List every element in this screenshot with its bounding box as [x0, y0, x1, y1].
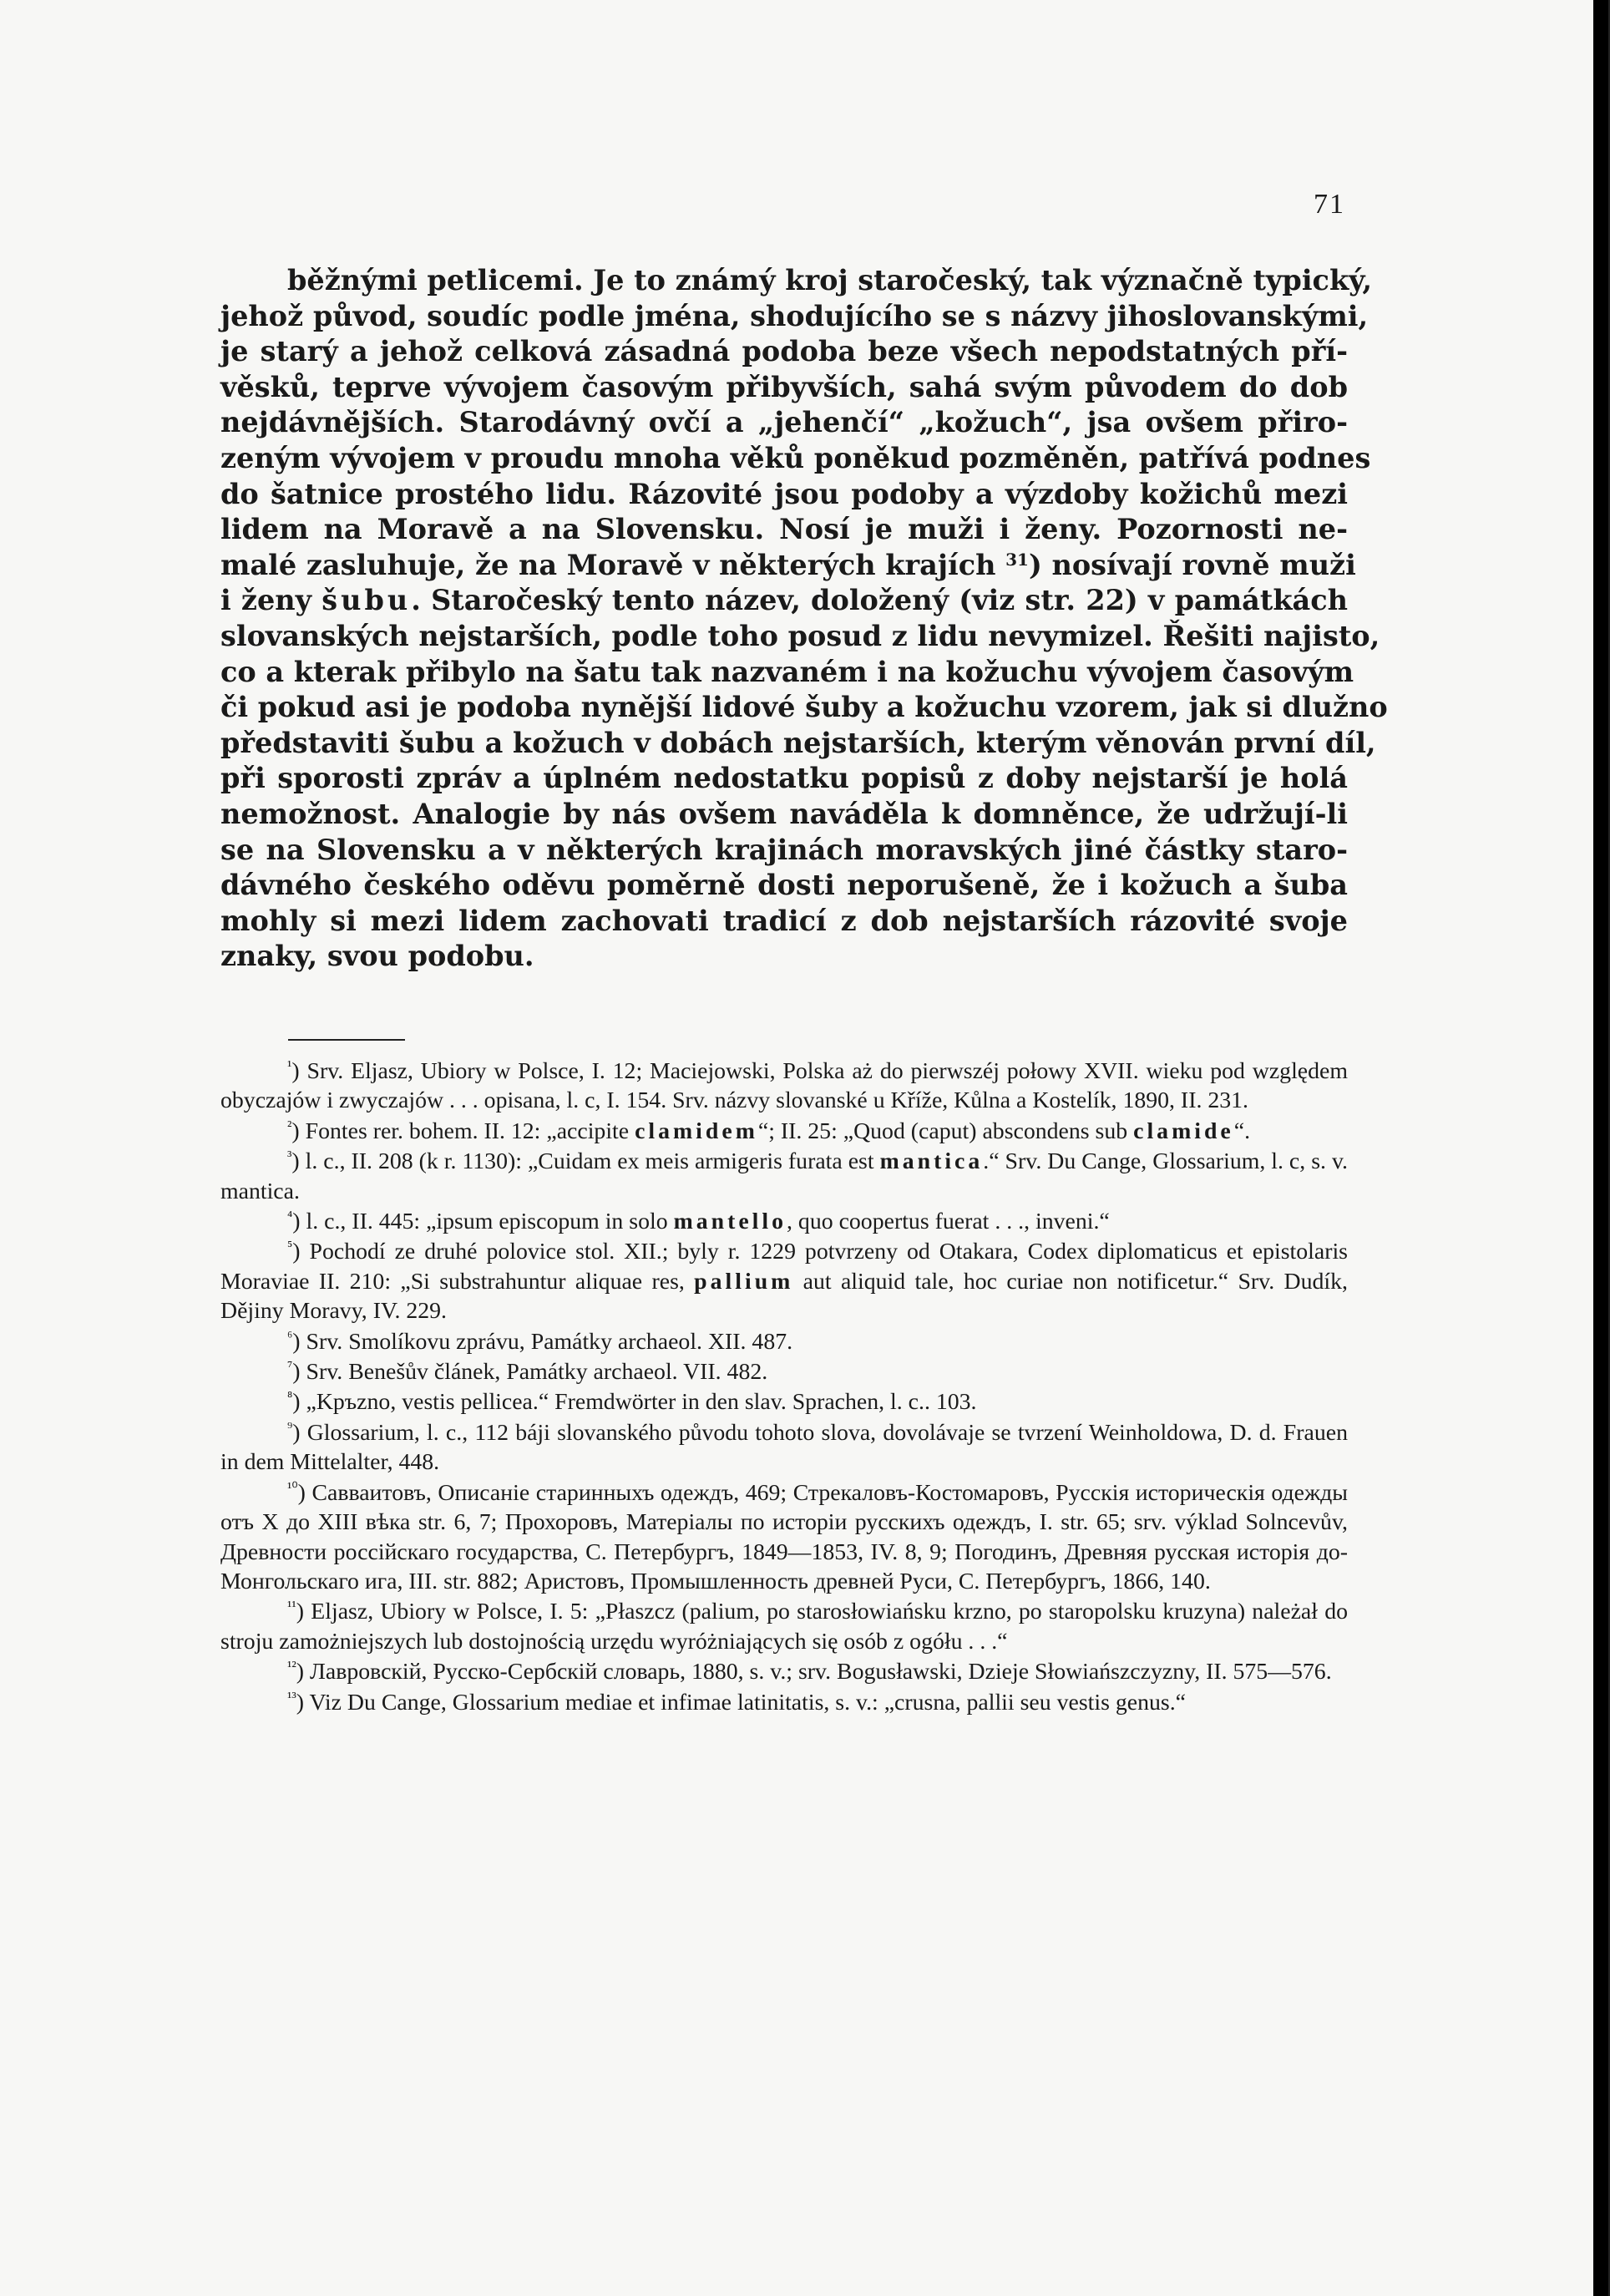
footnote: $^{^6}$) Srv. Smolíkovu zprávu, Památky archaeol. XII. 487.	[287, 1327, 793, 1355]
footnote: $^{^9}$) Glossarium, l. c., 112 báji slovanského původu tohoto slova, dovolávaje se tvrzení Weinholdowa, D. d. Frauen in dem Mittelalter, 448.	[220, 1418, 1348, 1476]
body-line: slovanských nejstarších, podle toho posud z lidu nevymizel. Řešiti najisto,	[220, 619, 1380, 652]
footnote-text: “.	[1233, 1118, 1251, 1144]
footnote-text: , quo coopertus fuerat . . ., inveni.“	[787, 1209, 1110, 1235]
emphasized-term: šubu	[321, 584, 412, 617]
footnote: $^{^{13}}$) Viz Du Cange, Glossarium mediae et infimae latinitatis, s. v.: „crusna, pallii seu vestis genus.“	[287, 1688, 1186, 1716]
footnote-text: Fontes rer. bohem. II. 12: „accipite	[305, 1118, 635, 1144]
body-line: či pokud asi je podoba nynější lidové šuby a kožuchu vzorem, jak si dlužno	[220, 691, 1388, 724]
body-line: představiti šubu a kožuch v dobách nejstarších, kterým věnován první díl,	[220, 726, 1376, 759]
footnote-mark: ¹²	[287, 1658, 296, 1675]
emphasized-term: mantica	[879, 1148, 984, 1175]
body-line: věsků, teprve vývojem časovým přibyvších, sahá svým původem do dob	[220, 370, 1348, 403]
emphasized-term: clamidem	[635, 1118, 758, 1144]
body-paragraph	[220, 263, 1388, 975]
body-line: nejdávnějších. Starodávný ovčí a „jehenčí“ „kožuch“, jsa ovšem přiro-	[220, 406, 1348, 439]
footnote: $^{^{10}}$) Савваитовъ, Описаніе старинныхъ одеждъ, 469; Стрекаловъ-Костомаровъ, Русскія историческія одежды отъ X до XIII вѣка str. 6, 7; Прохоровъ, Матеріалы по исторіи русскихъ одеждъ, I. str. 65; srv. výklad Solncevův, Древности россійскаго государства, С. Петербургъ, 1849—1853, IV. 8, 9; Погодинъ, Древняя русская исторія до-Монгольскаго ига, III. str. 882; Аристовъ, Промышленность древней Руси, С. Петербургъ, 1866, 140.	[220, 1478, 1348, 1594]
footnote: $^{^5}$) Pochodí ze druhé polovice stol. XII.; byly r. 1229 potvrzeny od Otakara, Codex diplomaticus et epistolaris Moraviae II. 210: „Si substrahuntur aliquae res, pallium aut aliquid tale, hoc curiae non notificetur.“ Srv. Dudík, Dějiny Moravy, IV. 229.	[220, 1238, 1348, 1325]
footnote-text: Srv. Smolíkovu zprávu, Památky archaeol. XII. 487.	[306, 1328, 793, 1355]
footnote-mark: ⁸	[287, 1388, 293, 1406]
footnote-text: Pochodí ze druhé polovice stol. XII.; byly r. 1229 potvrzeny od Otakara, Codex diplomaticus et epistolaris Moraviae II. 210: „Si substrahuntur aliquae res,	[220, 1239, 1348, 1295]
footnote-text: Srv. Eljasz, Ubiory w Polsce, I. 12; Maciejowski, Polska aż do pierwszéj połowy XVII. wieku pod względem obyczajów i zwyczajów . . . opisana, l. c, I. 154. Srv. názvy slovanské u Kříže, Kůlna a Kostelík, 1890, II. 231.	[220, 1058, 1348, 1114]
footnote-text: l. c., II. 445: „ipsum episcopum in solo	[306, 1209, 674, 1235]
footnote: $^{^4}$) l. c., II. 445: „ipsum episcopum in solo mantello, quo coopertus fuerat . . ., inveni.“	[287, 1208, 1110, 1235]
footnote-text: Eljasz, Ubiory w Polsce, I. 5: „Płaszcz (palium, po starosłowiańsku krzno, po staropolsku kruzyna) należał do stroju zamożniejszych lub dostojnością urzędu wyróżniających się osób z ogółu . . .“	[220, 1599, 1349, 1655]
body-line: do šatnice prostého lidu. Rázovité jsou podoby a výzdoby kožichů mezi	[220, 477, 1348, 510]
body-line: je starý a jehož celková zásadná podoba beze všech nepodstatných pří-	[220, 335, 1348, 368]
body-line-text: ) nosívají rovně muži	[1028, 548, 1356, 581]
footnote-ref: 31	[1005, 549, 1029, 570]
body-line: nemožnost. Analogie by nás ovšem naváděla k domněnce, že udržují-li	[220, 797, 1348, 830]
footnote: $^{^8}$) „Kръzno, vestis pellicea.“ Fremdwörter in den slav. Sprachen, l. c.. 103.	[287, 1388, 977, 1416]
footnote-mark: ⁴	[287, 1208, 293, 1225]
footnote: $^{^1}$) Srv. Eljasz, Ubiory w Polsce, I. 12; Maciejowski, Polska aż do pierwszéj połowy XVII. wieku pod względem obyczajów i zwyczajów . . . opisana, l. c, I. 154. Srv. názvy slovanské u Kříže, Kůlna a Kostelík, 1890, II. 231.	[220, 1057, 1348, 1114]
footnote-mark: ¹¹	[287, 1598, 296, 1615]
body-line: mohly si mezi lidem zachovati tradicí z dob nejstarších rázovité svoje	[220, 904, 1348, 937]
footnote-text: Srv. Benešův článek, Památky archaeol. VII. 482.	[306, 1359, 768, 1386]
footnote-text: l. c., II. 208 (k r. 1130): „Cuidam ex meis armigeris furata est	[305, 1148, 880, 1175]
body-line: lidem na Moravě a na Slovensku. Nosí je muži i ženy. Pozornosti ne-	[220, 513, 1348, 546]
footnote-mark: ¹³	[287, 1688, 296, 1706]
body-line: při sporosti zpráv a úplném nedostatku popisů z doby nejstarší je holá	[220, 762, 1348, 795]
footnote-text: Glossarium, l. c., 112 báji slovanského původu tohoto slova, dovolávaje se tvrzení Weinholdowa, D. d. Frauen in dem Mittelalter, 448.	[220, 1419, 1348, 1476]
footnote-text: .“ Srv. Du Cange, Glossarium, l. c, s. v. mantica.	[220, 1148, 1348, 1204]
footnote-text: „Kръzno, vestis pellicea.“ Fremdwörter in den slav. Sprachen, l. c.. 103.	[306, 1389, 977, 1416]
body-line: zeným vývojem v proudu mnoha věků poněkud pozměněn, patřívá podnes	[220, 441, 1371, 474]
emphasized-term: pallium	[694, 1268, 794, 1295]
footnote-text: aut aliquid tale, hoc curiae non notificetur.“ Srv. Dudík, Dějiny Moravy, IV. 229.	[220, 1268, 1348, 1325]
footnote-text: “; II. 25: „Quod (caput) abscondens sub	[757, 1118, 1134, 1144]
footnote-mark: ⁶	[287, 1327, 293, 1345]
body-line: dávného českého oděvu poměrně dosti neporušeně, že i kožuch a šuba	[220, 869, 1348, 902]
footnote: $^{^7}$) Srv. Benešův článek, Památky archaeol. VII. 482.	[287, 1358, 768, 1386]
footnote-mark: ²	[287, 1117, 292, 1134]
footnote-mark: ¹⁰	[287, 1478, 298, 1496]
footnote-mark: ⁷	[287, 1358, 293, 1376]
footnote-mark: ³	[287, 1148, 292, 1165]
footnote-text: Лавровскій, Русско-Сербскій словарь, 1880, s. v.; srv. Bogusławski, Dzieje Słowiańszczyzny, II. 575—576.	[310, 1659, 1332, 1685]
body-line-text: i ženy	[220, 584, 322, 617]
footnote-separator	[288, 1039, 405, 1041]
footnote-mark: ⁵	[287, 1238, 293, 1255]
body-line: znaky, svou podobu.	[220, 940, 534, 973]
footnotes	[220, 1057, 1348, 1718]
emphasized-term: clamide	[1133, 1118, 1234, 1144]
page-number: 71	[1314, 189, 1345, 220]
footnote: $^{^3}$) l. c., II. 208 (k r. 1130): „Cuidam ex meis armigeris furata est mantica.“ Srv. Du Cange, Glossarium, l. c, s. v. mantica.	[220, 1148, 1348, 1204]
emphasized-term: mantello	[673, 1209, 787, 1235]
footnote: $^{^{12}}$) Лавровскій, Русско-Сербскій словарь, 1880, s. v.; srv. Bogusławski, Dzieje Słowiańszczyzny, II. 575—576.	[287, 1658, 1332, 1685]
body-line: jehož původ, soudíc podle jména, shodujícího se s názvy jihoslovanskými,	[220, 299, 1369, 332]
body-line: co a kterak přibylo na šatu tak nazvaném i na kožuchu vývojem časovým	[220, 655, 1354, 688]
body-line: běžnými petlicemi. Je to známý kroj staročeský, tak význačně typický,	[287, 264, 1373, 297]
body-line	[220, 548, 1356, 584]
body-line-text: . Staročeský tento název, doložený (viz str. 22) v památkách	[411, 584, 1348, 617]
footnote: $^{^2}$) Fontes rer. bohem. II. 12: „accipite clamidem“; II. 25: „Quod (caput) abscondens sub clamide“.	[287, 1117, 1251, 1144]
footnote-mark: ⁹	[287, 1418, 293, 1436]
footnote-text: Viz Du Cange, Glossarium mediae et infimae latinitatis, s. v.: „crusna, pallii seu vestis genus.“	[309, 1689, 1186, 1716]
footnote-mark: ¹	[287, 1057, 292, 1074]
footnote-text: Савваитовъ, Описаніе старинныхъ одеждъ, 469; Стрекаловъ-Костомаровъ, Русскія историческія одежды отъ X до XIII вѣка str. 6, 7; Прохоровъ, Матеріалы по исторіи русскихъ одеждъ, I. str. 65; srv. výklad Solncevův, Древности россійскаго государства, С. Петербургъ, 1849—1853, IV. 8, 9; Погодинъ, Древняя русская исторія до-Монгольскаго ига, III. str. 882; Аристовъ, Промышленность древней Руси, С. Петербургъ, 1866, 140.	[220, 1479, 1348, 1594]
body-line: se na Slovensku a v některých krajinách moravských jiné částky staro-	[220, 833, 1348, 866]
body-line	[220, 583, 1348, 619]
body-line-text: malé zasluhuje, že na Moravě v některých krajích	[220, 548, 996, 581]
footnote: $^{^{11}}$) Eljasz, Ubiory w Polsce, I. 5: „Płaszcz (palium, po starosłowiańsku krzno, po staropolsku kruzyna) należał do stroju zamożniejszych lub dostojnością urzędu wyróżniających się osób z ogółu . . .“	[220, 1598, 1349, 1655]
